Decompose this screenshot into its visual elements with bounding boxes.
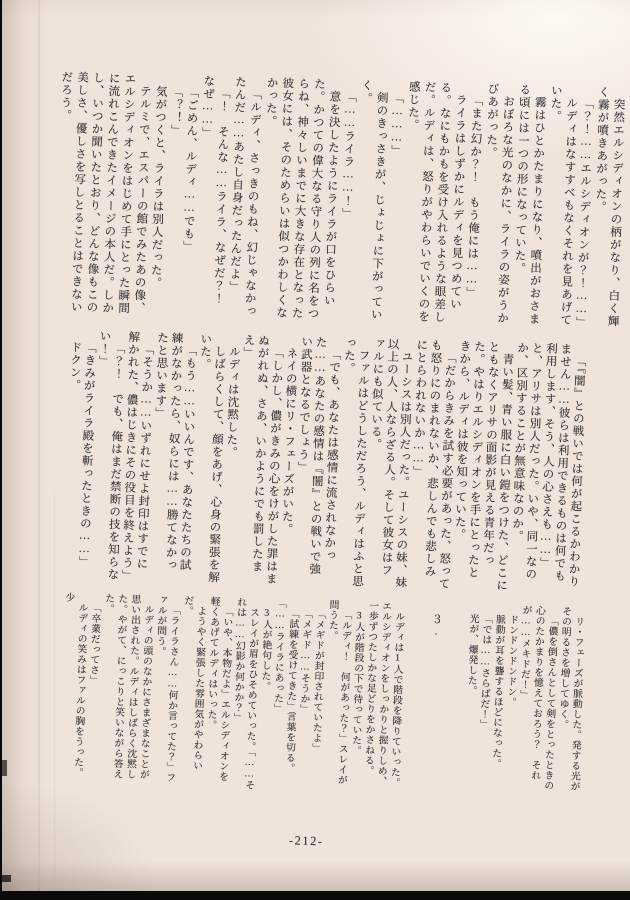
paragraph: ようやく緊張した雰囲気がやわらいだ。	[181, 595, 207, 771]
paragraph: 意を決したようにライラが口をひらいた。かつての偉大なる守り人の列に名をつらね、神々しいまでに大きな存在となった彼女には、そのためらいは似つかわしくなかった。	[264, 76, 341, 321]
paragraph: 「また幻か？！ もう俺には……」	[464, 93, 483, 299]
paragraph: 「『闇』との戦いでは何が起こるかわかりません……彼らは利用できるものは何でも利用します、そう、人の心さえも……」と、アリサは別人だった。いや、同一なのか、区別することが無意味なのか。	[510, 341, 586, 588]
paragraph: 「………」	[389, 91, 404, 158]
paragraph: ライラはしずかにルディを見つめている。なにもかもを受け入れるような眼差しだ。ルディは、怒りがやわらいでいくのを感じた。	[406, 80, 467, 324]
book-page	[2, 0, 630, 891]
paragraph: ネイの横にリ・フェーズがいた。	[280, 346, 298, 536]
paragraph: 霧はひとかたまりになり、噴出がおさまる頃には一つの形になっていた。	[513, 83, 546, 326]
paragraph: 「だからきみを試す必要があった、怒っても怒りにのまれないか、悲しんでも悲しみにとらわれないか……」	[411, 338, 457, 590]
paragraph: ルディは1人で階段を降りていった。エルシディオンをしっかりと握りしめ、一歩ずつたしかな足どりをかさねる。	[362, 600, 405, 788]
paragraph: 「ライラさん……何か言ってた？」ファルが問う。	[154, 594, 181, 783]
paragraph: 「では……さらばだ！」	[477, 613, 492, 730]
paragraph: おぼろな光のなかに、ライラの姿がうかびあがった。	[484, 82, 515, 325]
paragraph: ルディは沈黙した。	[224, 345, 241, 459]
paragraph: しばらくして、顔をあげ、心身の緊張を解いた。	[198, 332, 226, 584]
paragraph: 脈動が耳を聾するほどになった。	[489, 613, 506, 769]
paragraph: 「！ そんな……ライラ、なぜだ？！ なぜ……」	[200, 74, 231, 318]
paragraph: 突然エルシディオンの柄がなり、白く輝く霧が噴きあがった。	[593, 85, 625, 328]
paragraph: 「ルディ！ 何があった？」スレイが問うた。	[326, 599, 352, 785]
paragraph: ルディの笑みはファルの胸をうった。少	[63, 592, 88, 778]
paragraph: 「ルディ、さっきのもね、幻じゃなかったんだ……あたし自身だったんだよ」	[228, 75, 262, 318]
paragraph: 「卒業だってさ」	[87, 602, 101, 686]
paragraph: 「でも、あなたは感情に流されなかった……あなたの感情は『闇』との戦いで強い武器となるでしょう」	[296, 335, 341, 576]
paragraph: 3人が絶句した。	[259, 607, 273, 692]
paragraph: 「ごめん、ルディ……でも」	[181, 85, 199, 253]
text-band-top	[59, 70, 626, 336]
paragraph: ユーシスは別人だった。ユーシスの妹、妹以上の人、人ならざる人。そして彼女はファルにも似ている。	[369, 337, 413, 589]
page-number: -212-	[288, 833, 324, 849]
paragraph: 「儂を倒さんとして剣をとったときの心のたかまりを憶えておろう？ それが……メキドだ！」	[518, 604, 558, 791]
paragraph: 「？！」	[169, 85, 183, 137]
page-content	[2, 0, 630, 891]
paragraph: 剣のきっさきが、じょじょに下がっていく。	[359, 79, 388, 321]
paragraph: 「メギド……そうか」	[298, 608, 312, 715]
paragraph: 「メギドが封印されていたよ」	[310, 608, 326, 754]
paragraph: 気がつくと、ライラは別人だった。	[149, 84, 167, 290]
text-band-middle	[56, 329, 587, 594]
paragraph: リ・フェーズが脈動した。発する光がその明るさを増してゆく。	[556, 605, 585, 792]
paragraph: 青い髪、青い服に白い鎧をつけた、どこにともなくアリサの面影が見える青年だった。やはりエルシディオンを手にとったときから、ルディは彼を知っていた。	[453, 339, 514, 592]
section-number: ３.	[429, 613, 443, 639]
paragraph: 「いや、本物だよ」エルシディオンを軽くあげてルディはいった。	[205, 596, 233, 782]
paragraph: ファルはどうしただろう、ルディはふと思った。	[342, 336, 370, 588]
paragraph: 「試練を受けてきた」言葉を切る。「……ライラにあった」	[271, 597, 299, 774]
paragraph: 「そうか……いずれにせよ封印はすでに解かれた、儂はじきにその役目を終えよう」	[120, 330, 154, 582]
paragraph: 「しかし、儂がきみの心をけがした罪はまぬがれぬ、さあ、いかようにでも罰したまえ」	[242, 333, 284, 585]
paragraph: 「？！ でも、俺はまだ禁断の技を知らない！」	[97, 329, 125, 581]
paragraph: ルディの頭のなかにさまざまなことが思い出された。ルディはしばらく沈黙した。やがて、にっこりと笑いながら答えた。	[102, 593, 154, 780]
paragraph: 「……ライラ……！」	[340, 90, 357, 220]
paragraph: ルディはなすすべもなくそれを見あげていた。	[548, 84, 578, 327]
paragraph: ドンドンドンドン。	[504, 614, 519, 708]
paragraph: 光が、爆発した。	[465, 613, 479, 696]
paragraph: 「？！……エルシディオンが？！……」	[574, 96, 594, 329]
paragraph: スレイが眉をひそめていった。「……それは……幻影か何かか？」	[231, 596, 260, 791]
paragraph: ドクン。	[68, 340, 82, 392]
paragraph: テルミで、エスパーの館でみたあの像、エルシディオンをはじめて手にとった瞬間に流れこんできたイメージの本人だ。しかし、いつか聞いたとおり、どんな像もこの美しさ、優しさを写しとることはできないだろう。	[59, 70, 152, 315]
text-band-bottom	[50, 592, 585, 801]
paragraph: 「もう……いいんです、あなたたちの試練がなかったら、奴らには……勝てなかったと思います」	[153, 331, 197, 572]
paragraph: 3人が階段の下で待っていた。	[349, 609, 365, 756]
paragraph: 「きみがライラ殿を斬ったときの……」	[77, 340, 97, 569]
